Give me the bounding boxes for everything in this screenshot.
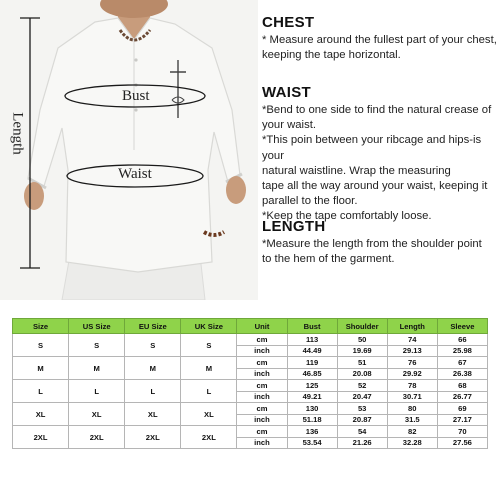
cell-uk-size: S bbox=[181, 334, 237, 357]
cell-shoulder: 20.47 bbox=[337, 391, 387, 403]
cell-sleeve: 26.38 bbox=[437, 368, 487, 380]
product-photo bbox=[0, 0, 258, 300]
header-unit: Unit bbox=[237, 319, 287, 334]
cell-unit: cm bbox=[237, 426, 287, 438]
header-length: Length bbox=[387, 319, 437, 334]
cell-uk-size: XL bbox=[181, 403, 237, 426]
cell-sleeve: 27.56 bbox=[437, 437, 487, 449]
cell-bust: 113 bbox=[287, 334, 337, 346]
cell-unit: inch bbox=[237, 437, 287, 449]
cell-eu-size: L bbox=[125, 380, 181, 403]
cell-shoulder: 20.87 bbox=[337, 414, 387, 426]
size-chart bbox=[12, 318, 488, 449]
length-label: Length bbox=[9, 112, 26, 155]
cell-length: 32.28 bbox=[387, 437, 437, 449]
header-uk-size: UK Size bbox=[181, 319, 237, 334]
cell-shoulder: 54 bbox=[337, 426, 387, 438]
length-title: LENGTH bbox=[262, 218, 326, 235]
cell-shoulder: 50 bbox=[337, 334, 387, 346]
cell-sleeve: 25.98 bbox=[437, 345, 487, 357]
header-size: Size bbox=[13, 319, 69, 334]
cell-bust: 130 bbox=[287, 403, 337, 415]
cell-unit: cm bbox=[237, 403, 287, 415]
cell-shoulder: 52 bbox=[337, 380, 387, 392]
header-bust: Bust bbox=[287, 319, 337, 334]
cell-bust: 44.49 bbox=[287, 345, 337, 357]
header-eu-size: EU Size bbox=[125, 319, 181, 334]
chest-section bbox=[262, 14, 498, 63]
cell-size: M bbox=[13, 357, 69, 380]
table-row bbox=[13, 403, 488, 415]
cell-us-size: L bbox=[69, 380, 125, 403]
cell-us-size: XL bbox=[69, 403, 125, 426]
cell-sleeve: 26.77 bbox=[437, 391, 487, 403]
waist-title: WAIST bbox=[262, 84, 311, 101]
cell-length: 80 bbox=[387, 403, 437, 415]
cell-sleeve: 66 bbox=[437, 334, 487, 346]
cell-bust: 119 bbox=[287, 357, 337, 369]
cell-length: 76 bbox=[387, 357, 437, 369]
cell-uk-size: M bbox=[181, 357, 237, 380]
cell-eu-size: 2XL bbox=[125, 426, 181, 449]
cell-sleeve: 70 bbox=[437, 426, 487, 438]
cell-bust: 136 bbox=[287, 426, 337, 438]
cell-length: 82 bbox=[387, 426, 437, 438]
cell-sleeve: 69 bbox=[437, 403, 487, 415]
cell-bust: 53.54 bbox=[287, 437, 337, 449]
cell-unit: inch bbox=[237, 414, 287, 426]
chest-line: keeping the tape horizontal. bbox=[262, 49, 401, 62]
cell-bust: 49.21 bbox=[287, 391, 337, 403]
waist-label: Waist bbox=[118, 166, 152, 182]
waist-line: *Keep the tape comfortably loose. bbox=[262, 210, 432, 223]
cell-us-size: S bbox=[69, 334, 125, 357]
cell-uk-size: L bbox=[181, 380, 237, 403]
length-line: to the hem of the garment. bbox=[262, 253, 395, 266]
cell-length: 31.5 bbox=[387, 414, 437, 426]
cell-unit: inch bbox=[237, 391, 287, 403]
length-section bbox=[262, 218, 498, 267]
cell-length: 30.71 bbox=[387, 391, 437, 403]
cell-unit: cm bbox=[237, 334, 287, 346]
shirt-illustration bbox=[0, 0, 258, 300]
cell-sleeve: 67 bbox=[437, 357, 487, 369]
chest-text bbox=[262, 33, 498, 63]
chest-line: * Measure around the fullest part of your chest, bbox=[262, 34, 497, 46]
cell-us-size: M bbox=[69, 357, 125, 380]
length-text bbox=[262, 237, 498, 267]
header-shoulder: Shoulder bbox=[337, 319, 387, 334]
cell-length: 74 bbox=[387, 334, 437, 346]
header-sleeve: Sleeve bbox=[437, 319, 487, 334]
cell-length: 78 bbox=[387, 380, 437, 392]
cell-shoulder: 20.08 bbox=[337, 368, 387, 380]
waist-line: tape all the way around your waist, keeping it bbox=[262, 180, 488, 193]
waist-line: *Bend to one side to find the natural crease of bbox=[262, 104, 492, 116]
cell-size: XL bbox=[13, 403, 69, 426]
cell-length: 29.92 bbox=[387, 368, 437, 380]
length-line: *Measure the length from the shoulder point bbox=[262, 238, 482, 250]
cell-size: L bbox=[13, 380, 69, 403]
cell-bust: 125 bbox=[287, 380, 337, 392]
waist-text bbox=[262, 103, 498, 225]
cell-unit: cm bbox=[237, 380, 287, 392]
cell-uk-size: 2XL bbox=[181, 426, 237, 449]
waist-line: parallel to the floor. bbox=[262, 195, 358, 208]
cell-eu-size: XL bbox=[125, 403, 181, 426]
cell-shoulder: 53 bbox=[337, 403, 387, 415]
chest-title: CHEST bbox=[262, 14, 315, 31]
table-header-row bbox=[13, 319, 488, 334]
table-row bbox=[13, 426, 488, 438]
cell-us-size: 2XL bbox=[69, 426, 125, 449]
waist-section bbox=[262, 84, 498, 225]
cell-eu-size: S bbox=[125, 334, 181, 357]
cell-bust: 46.85 bbox=[287, 368, 337, 380]
cell-bust: 51.18 bbox=[287, 414, 337, 426]
cell-eu-size: M bbox=[125, 357, 181, 380]
cell-shoulder: 19.69 bbox=[337, 345, 387, 357]
cell-sleeve: 27.17 bbox=[437, 414, 487, 426]
bust-label: Bust bbox=[122, 88, 150, 104]
cell-size: 2XL bbox=[13, 426, 69, 449]
waist-line: *This poin between your ribcage and hips-is your bbox=[262, 134, 482, 162]
waist-line: your waist. bbox=[262, 119, 316, 132]
cell-unit: inch bbox=[237, 345, 287, 357]
cell-size: S bbox=[13, 334, 69, 357]
cell-unit: inch bbox=[237, 368, 287, 380]
cell-length: 29.13 bbox=[387, 345, 437, 357]
cell-shoulder: 21.26 bbox=[337, 437, 387, 449]
table-row bbox=[13, 380, 488, 392]
table-row bbox=[13, 357, 488, 369]
cell-sleeve: 68 bbox=[437, 380, 487, 392]
table-row bbox=[13, 334, 488, 346]
waist-line: natural waistline. Wrap the measuring bbox=[262, 164, 451, 177]
cell-unit: cm bbox=[237, 357, 287, 369]
header-us-size: US Size bbox=[69, 319, 125, 334]
size-table bbox=[12, 318, 488, 449]
cell-shoulder: 51 bbox=[337, 357, 387, 369]
